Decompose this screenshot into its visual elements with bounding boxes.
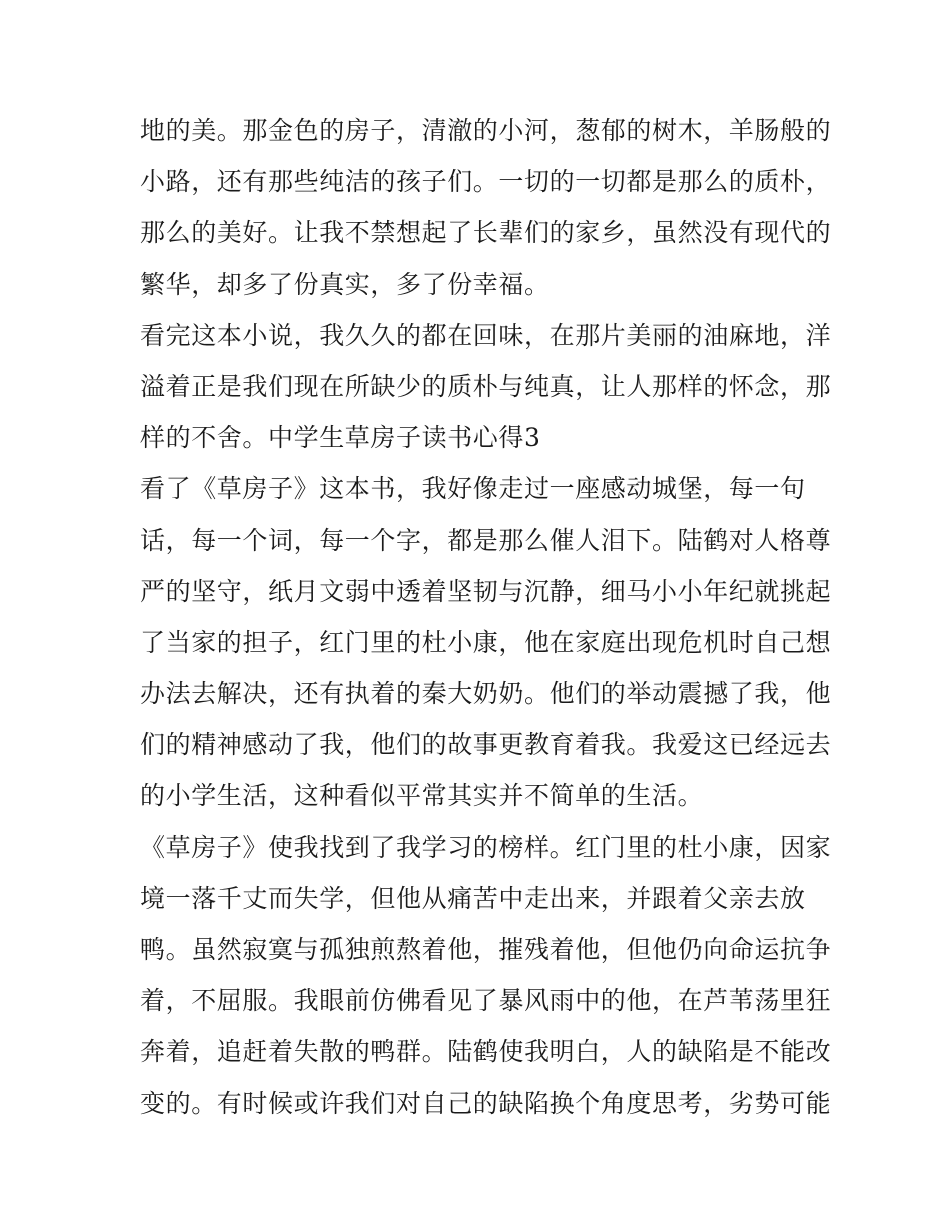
text-line: 看完这本小说，我久久的都在回味，在那片美丽的油麻地，洋 [140,320,832,350]
text-line: 鸭。虽然寂寞与孤独煎熬着他，摧残着他，但他仍向命运抗争 [140,935,832,964]
text-line: 样的不舍。中学生草房子读书心得3 [140,423,541,453]
text-line: 的小学生活，这种看似平常其实并不简单的生活。 [140,781,704,811]
text-line: 办法去解决，还有执着的秦大奶奶。他们的举动震撼了我，他 [140,679,832,709]
text-line: 着，不屈服。我眼前仿佛看见了暴风雨中的他，在芦苇荡里狂 [140,986,832,1016]
body-text [140,105,832,1129]
text-line: 看了《草房子》这本书，我好像走过一座感动城堡，每一句 [140,474,806,504]
text-line: 溢着正是我们现在所缺少的质朴与纯真，让人那样的怀念，那 [140,371,832,401]
text-line: 变的。有时候或许我们对自己的缺陷换个角度思考，劣势可能 [140,1088,832,1118]
text-line: 那么的美好。让我不禁想起了长辈们的家乡，虽然没有现代的 [140,218,832,248]
text-line: 话，每一个词，每一个字，都是那么催人泪下。陆鹤对人格尊 [140,525,832,555]
text-line: 地的美。那金色的房子，清澈的小河，葱郁的树木，羊肠般的 [140,116,832,145]
text-line: 了当家的担子，红门里的杜小康，他在家庭出现危机时自己想 [140,627,832,657]
text-line: 繁华，却多了份真实，多了份幸福。 [140,269,550,299]
text-line: 小路，还有那些纯洁的孩子们。一切的一切都是那么的质朴， [140,167,832,197]
text-line: 境一落千丈而失学，但他从痛苦中走出来，并跟着父亲去放 [140,883,806,913]
text-line: 们的精神感动了我，他们的故事更教育着我。我爱这已经远去 [140,730,832,760]
text-line: 《草房子》使我找到了我学习的榜样。红门里的杜小康，因家 [140,832,832,862]
text-line: 奔着，追赶着失散的鸭群。陆鹤使我明白，人的缺陷是不能改 [140,1037,832,1067]
text-line: 严的坚守，纸月文弱中透着坚韧与沉静，细马小小年纪就挑起 [140,576,832,606]
